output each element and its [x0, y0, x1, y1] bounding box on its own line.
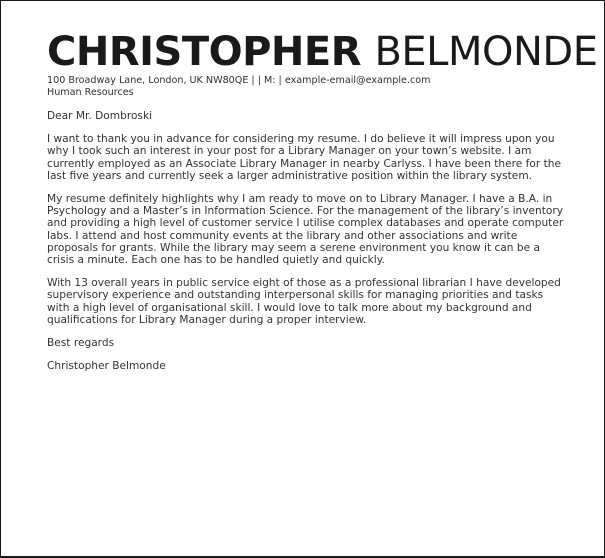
contact-block — [47, 75, 567, 99]
paragraph-2: My resume definitely highlights why I am ready to move on to Library Manager. I have a B.A. in Psychology and a Master’s in Information Science. For the management of the library’s inventory and providing a high level of customer service I utilise complex databases and operate computer labs. I attend and host community events at the library and other associations and write proposals for grants. While the library may seem a serene environment you know it can be a crisis a minute. Each one has to be handled quietly and quickly. — [47, 193, 564, 267]
sender-name — [47, 29, 598, 75]
letter-body — [47, 110, 567, 372]
letter-content — [47, 29, 598, 373]
closing: Best regards — [47, 337, 115, 350]
paragraph-3: With 13 overall years in public service eight of those as a professional librarian I have developed supervisory experience and outstanding interpersonal skills for managing priorities and tasks with a high level of organisational skill. I would love to talk more about my background and qualifications for Library Manager during a proper interview. — [47, 277, 561, 326]
sender-last-name: BELMONDE — [374, 29, 598, 75]
department-line: Human Resources — [47, 87, 134, 98]
paragraph-1: I want to thank you in advance for considering my resume. I do believe it will impress upon you why I took such an interest in your post for a Library Manager on your town’s website. I am currently employed as an Associate Library Manager in nearby Carlyss. I have been there for the last five years and currently seek a larger administrative position within the library system. — [47, 133, 561, 182]
address-line: 100 Broadway Lane, London, UK NW80QE | | M: | example-email@example.com — [47, 75, 431, 86]
signature: Christopher Belmonde — [47, 360, 166, 373]
sender-first-name: CHRISTOPHER — [47, 29, 362, 75]
greeting: Dear Mr. Dombroski — [47, 110, 153, 122]
